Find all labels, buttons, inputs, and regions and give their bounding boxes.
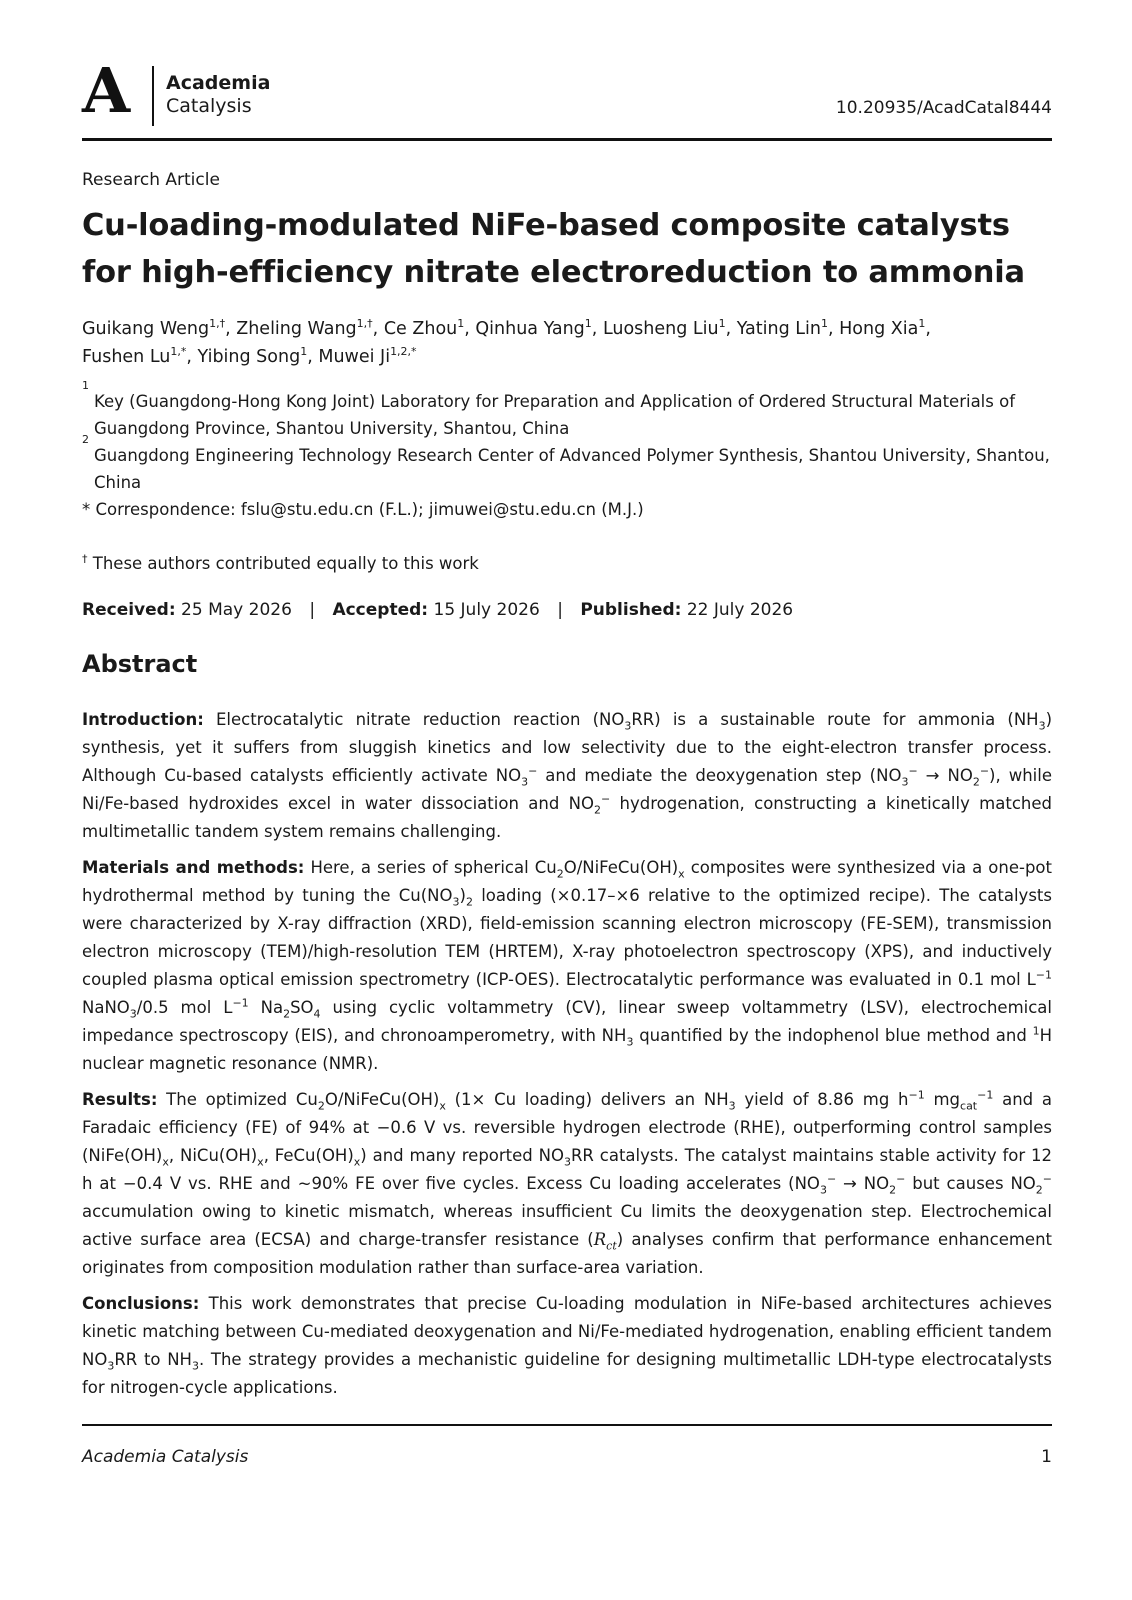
affiliation-item: 1 Key (Guangdong-Hong Kong Joint) Laboratory for Preparation and Application of Ordered Structural Materials of Guangdong Province, Shantou University, Shantou, China [82,379,1016,438]
author-affil-mark: 1 [300,345,308,359]
methods-label: Materials and methods: [82,858,305,877]
affiliation-text: Key (Guangdong-Hong Kong Joint) Laboratory for Preparation and Application of Ordered Structural Materials of Guangdong Province, Shantou University, Shantou, China [94,392,1016,438]
results-label: Results: [82,1090,158,1109]
author: Fushen Lu [82,347,171,367]
author: Luosheng Liu [602,319,719,339]
article-title [82,202,1052,296]
logo-divider [152,66,154,126]
abstract-methods [82,854,1052,1078]
author-affil-mark: 1,† [209,317,226,331]
header-rule [82,138,1052,141]
accepted-label: Accepted: [332,600,429,620]
footer-rule [82,1424,1052,1426]
abstract-results [82,1086,1052,1282]
results-text: The optimized $Cu_2O/NiFeCu(OH)_x$ (1× Cu loading) delivers an $NH_3$ yield of 8.86 mg $h^{-1}$ $mg_{cat}^{-1}$ and a Faradaic efficiency (FE) of 94% at −0.6 V vs. reversible hydrogen electrode (RHE), outperforming control samples ($NiFe(OH)_x$, $NiCu(OH)_x$, $FeCu(OH)_x$) and many reported $NO_3RR$ catalysts. The catalyst maintains stable activity for 12 h at −0.4 V vs. RHE and ~90% FE over five cycles. Excess Cu loading accelerates ($NO_3^- \to NO_2^-$ but causes $NO_2^-$ accumulation owing to kinetic mismatch, whereas insufficient Cu limits the deoxygenation step. Electrochemical active surface area (ECSA) and charge-transfer resistance $(R_{ct})$ analyses confirm that performance enhancement originates from composition modulation rather than surface-area variation. [82,1088,1052,1277]
affiliations [82,379,1052,523]
dagger-mark: † [82,552,88,566]
conclusions-label: Conclusions: [82,1294,200,1313]
logo-letter: A [82,54,131,127]
equal-contribution-note [82,550,1052,577]
abstract-introduction [82,706,1052,846]
author: Muwei Ji [318,347,391,367]
page-number: 1 [1041,1447,1052,1467]
author-affil-mark: 1 [718,317,726,331]
author-list: Guikang Weng$^{1,\dagger}$, Zheling Wang$^{1,\dagger}$, Ce Zhou$^1$, Qinhua Yang$^1$, Luosheng Liu$^1$, Yating Lin$^1$, Hong Xia$^1$, Fushen $Lu^{1,*}$, Yibing Song$^1$, Muwei $Ji^{1,2,*}$ [82,317,931,367]
received-label: Received: [82,600,176,620]
author-affil-mark: 1 [918,317,926,331]
author-affil-mark: 1 [584,317,592,331]
author: Ce Zhou [383,319,458,339]
author: Hong Xia [839,319,919,339]
title-line-1: Cu-loading-modulated NiFe-based composite catalysts [82,208,1010,243]
article-type: Research Article [82,170,220,190]
publication-dates [82,600,1052,620]
author-affil-mark: 1,† [356,317,373,331]
author-affil-mark: 1,2,* [390,345,417,359]
affiliation-text: Guangdong Engineering Technology Research Center of Advanced Polymer Synthesis, Shantou University, Shantou, China [94,446,1050,492]
accepted-date: 15 July 2026 [433,600,540,620]
equal-contribution-text: These authors contributed equally to this work [92,554,479,573]
journal-name-line1: Academia [166,72,271,94]
journal-name-line2: Catalysis [166,95,252,117]
conclusions-text: This work demonstrates that precise Cu-loading modulation in NiFe-based architectures achieves kinetic matching between Cu-mediated deoxygenation and Ni/Fe-mediated hydrogenation, enabling efficient tandem $NO_3RR$ to $NH_3$. The strategy provides a mechanistic guideline for designing multimetallic LDH-type electrocatalysts for nitrogen-cycle applications. [82,1294,1052,1397]
footer-journal: Academia Catalysis [82,1447,249,1467]
author: Yibing Song [197,347,301,367]
author: Guikang Weng [82,319,210,339]
title-line-2: for high-efficiency nitrate electroreduction to ammonia [82,255,1025,290]
author: Zheling Wang [236,319,357,339]
introduction-text: Electrocatalytic nitrate reduction reaction $(NO_3RR)$ is a sustainable route for ammonia $(NH_3)$ synthesis, yet it suffers from sluggish kinetics and low selectivity due to the eight-electron transfer process. Although Cu-based catalysts efficiently activate $NO_3^-$ and mediate the deoxygenation step $(NO_3^- \to NO_2^-)$, while Ni/Fe-based hydroxides excel in water dissociation and $NO_2^-$ hydrogenation, constructing a kinetically matched multimetallic tandem system remains challenging. [82,710,1053,841]
methods-text: Here, a series of spherical $Cu_2O/NiFeCu(OH)_x$ composites were synthesized via a one-pot hydrothermal method by tuning the $Cu(NO_3)_2$ loading (×0.17–×6 relative to the optimized recipe). The catalysts were characterized by X-ray diffraction (XRD), field-emission scanning electron microscopy (FE-SEM), transmission electron microscopy (TEM)/high-resolution TEM (HRTEM), X-ray photoelectron spectroscopy (XPS), and inductively coupled plasma optical emission spectrometry (ICP-OES). Electrocatalytic performance was evaluated in 0.1 mol $L^{-1}$ NaNO$_3$/0.5 mol $L^{-1}$ $Na_2SO_4$ using cyclic voltammetry (CV), linear sweep voltammetry (LSV), electrochemical impedance spectroscopy (EIS), and chronoamperometry, with $NH_3$ quantified by the indophenol blue method and $^1$H nuclear magnetic resonance (NMR). [82,858,1053,1073]
author: Qinhua Yang [475,319,585,339]
abstract-heading: Abstract [82,650,198,678]
correspondence[interactable]: * Correspondence: fslu@stu.edu.cn (F.L.); jimuwei@stu.edu.cn (M.J.) [82,500,644,519]
published-date: 22 July 2026 [686,600,794,620]
author-affil-mark: 1 [820,317,828,331]
abstract-conclusions [82,1290,1052,1402]
received-date: 25 May 2026 [181,600,292,620]
published-label: Published: [580,600,682,620]
author-affil-mark: 1 [457,317,465,331]
author: Yating Lin [736,319,821,339]
date-separator: | [309,600,316,620]
doi[interactable]: 10.20935/AcadCatal8444 [835,98,1052,118]
author-affil-mark: 1,* [170,345,187,359]
date-separator: | [557,600,563,620]
affiliation-item: 2 Guangdong Engineering Technology Research Center of Advanced Polymer Synthesis, Shantou University, Shantou, China [82,433,1050,492]
introduction-label: Introduction: [82,710,204,729]
abstract-body [82,706,1052,1410]
